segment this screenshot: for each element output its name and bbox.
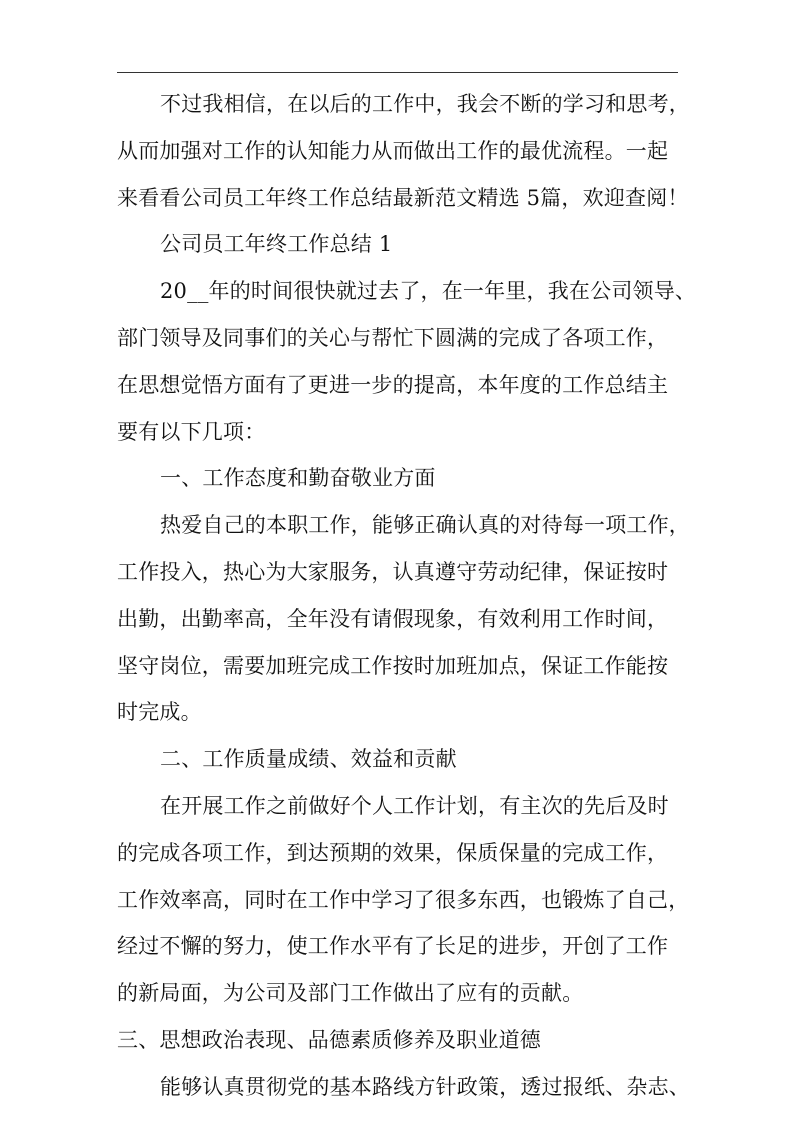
- text-line-8: 要有以下几项：: [117, 419, 266, 444]
- text-line-20: 的新局面，为公司及部门工作做出了应有的贡献。: [117, 981, 584, 1006]
- text-line-18: 工作效率高，同时在工作中学习了很多东西，也锻炼了自己，: [117, 887, 690, 912]
- text-line-6: 部门领导及同事们的关心与帮忙下圆满的完成了各项工作，: [117, 326, 669, 350]
- text-line-3: 来看看公司员工年终工作总结最新范文精选 5篇，欢迎查阅！: [117, 185, 689, 210]
- text-line-5: 20__年的时间很快就过去了，在一年里，我在公司领导、: [160, 279, 697, 304]
- text-line-16: 在开展工作之前做好个人工作计划，有主次的先后及时: [160, 794, 669, 818]
- section-title-1: 公司员工年终工作总结 1: [160, 232, 393, 257]
- text-line-19: 经过不懈的努力，使工作水平有了长足的进步，开创了工作: [117, 934, 669, 959]
- text-line-17: 的完成各项工作，到达预期的效果，保质保量的完成工作，: [117, 840, 669, 865]
- text-line-22: 能够认真贯彻党的基本路线方针政策，透过报纸、杂志、: [160, 1074, 690, 1099]
- text-line-11: 工作投入，热心为大家服务，认真遵守劳动纪律，保证按时: [117, 560, 669, 584]
- section-heading-3: 三、思想政治表现、品德素质修养及职业道德: [117, 1028, 541, 1052]
- text-line-2: 从而加强对工作的认知能力从而做出工作的最优流程。一起: [117, 138, 669, 163]
- text-line-7: 在思想觉悟方面有了更进一步的提高，本年度的工作总结主: [117, 372, 669, 397]
- text-line-14: 时完成。: [117, 700, 202, 725]
- text-line-13: 坚守岗位，需要加班完成工作按时加班加点，保证工作能按: [117, 653, 669, 678]
- text-line-1: 不过我相信，在以后的工作中，我会不断的学习和思考，: [160, 92, 690, 116]
- section-heading-2: 二、工作质量成绩、效益和贡献: [160, 747, 457, 772]
- text-line-10: 热爱自己的本职工作，能够正确认真的对待每一项工作，: [160, 513, 690, 538]
- section-heading-1: 一、工作态度和勤奋敬业方面: [160, 466, 436, 491]
- text-line-12: 出勤，出勤率高，全年没有请假现象，有效利用工作时间，: [117, 606, 669, 631]
